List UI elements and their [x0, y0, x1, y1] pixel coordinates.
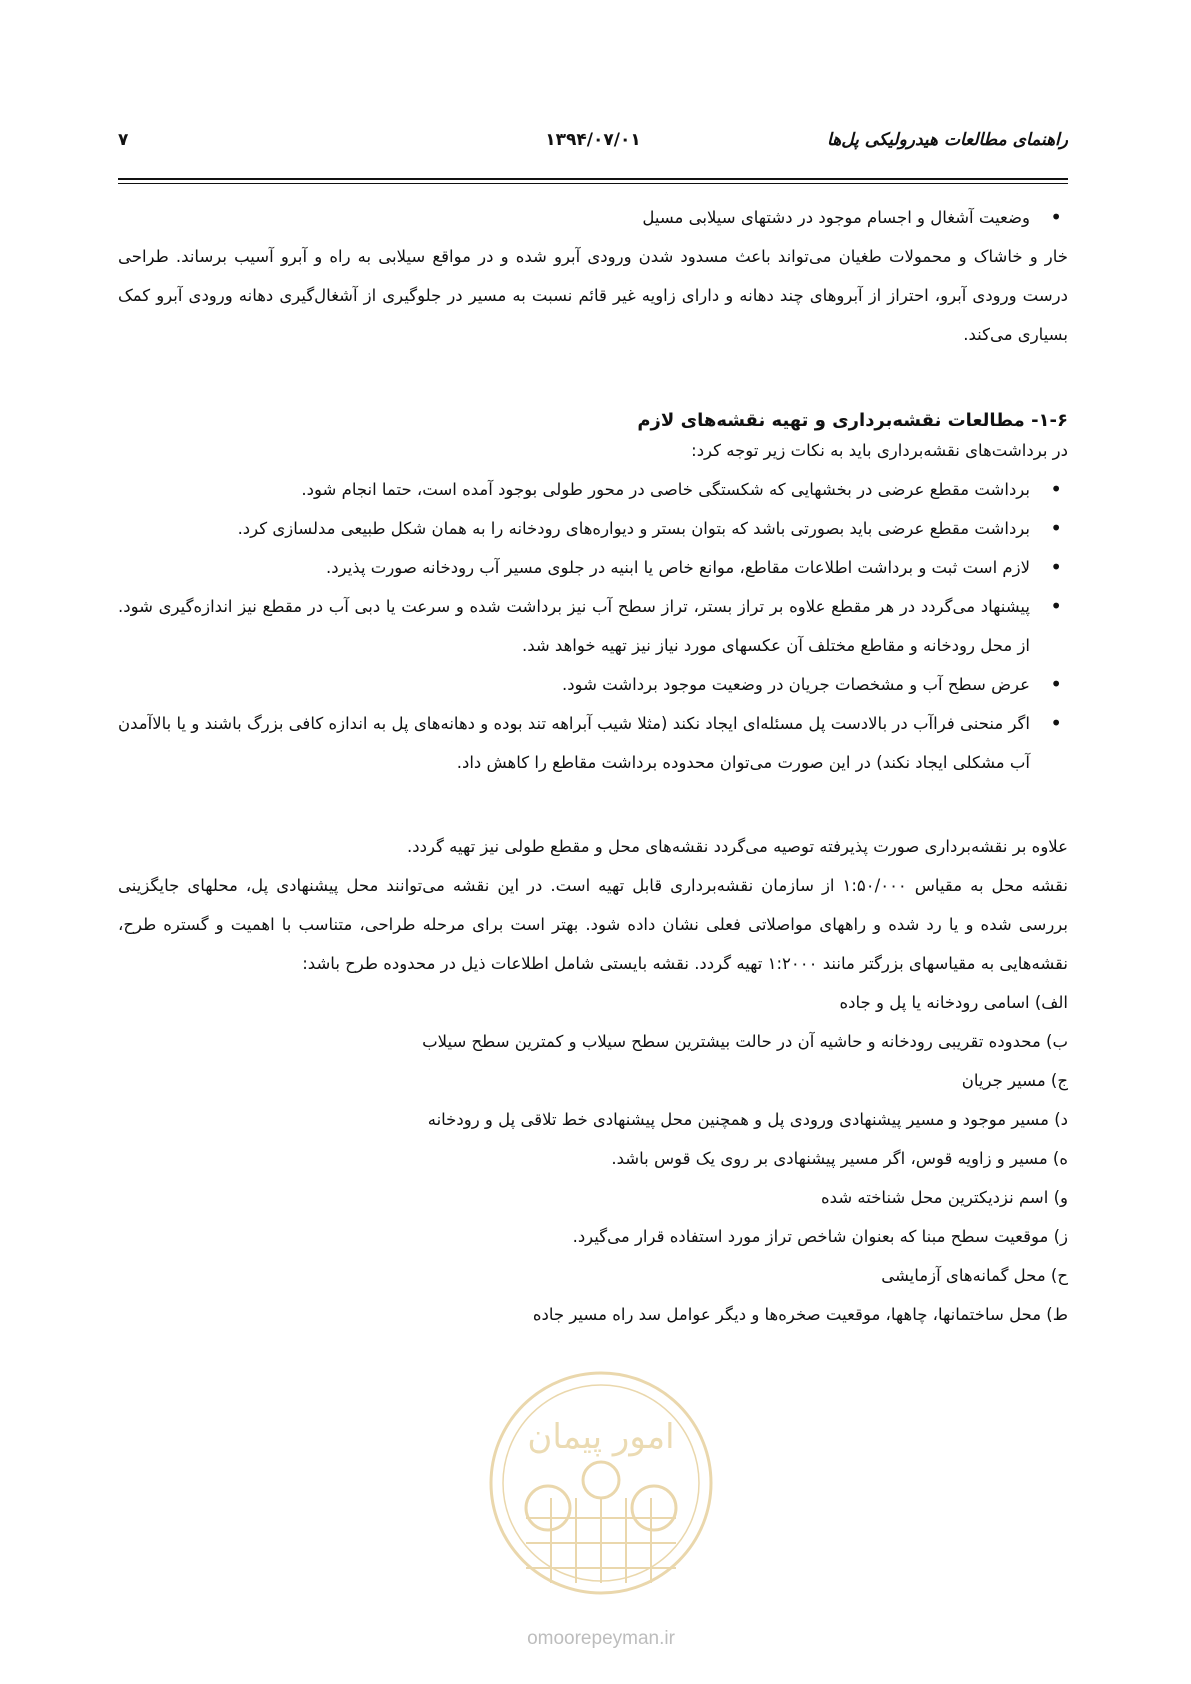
intro-block — [118, 198, 1068, 354]
list-item: ح) محل گمانه‌های آزمایشی — [881, 1266, 1068, 1285]
header-rule-thick — [118, 178, 1068, 180]
survey-bullet: • عرض سطح آب و مشخصات جریان در وضعیت موجود برداشت شود. — [118, 665, 1068, 704]
header-title: راهنمای مطالعات هیدرولیکی پل‌ها — [827, 130, 1068, 150]
survey-block — [118, 431, 1068, 782]
list-item: ه) مسیر و زاویه قوس، اگر مسیر پیشنهادی بر روی یک قوس باشد. — [611, 1149, 1068, 1168]
maps-paragraph-2: نقشه محل به مقیاس ۱:۵۰/۰۰۰ از سازمان نقشه‌برداری قابل تهیه است. در این نقشه می‌توانند محل پیشنهادی پل، محلهای جایگزینی بررسی شده و یا رد شده و راههای مواصلاتی فعلی نشان داده شود. بهتر است برای مرحله طراحی، متناسب با اهمیت و گستره طرح، نقشه‌هایی به مقیاسهای بزرگتر مانند ۱:۲۰۰۰ تهیه گردد. نقشه بایستی شامل اطلاعات ذیل در محدوده طرح باشد: — [118, 876, 1068, 973]
maps-paragraph-1: علاوه بر نقشه‌برداری صورت پذیرفته توصیه می‌گردد نقشه‌های محل و مقطع طولی نیز تهیه گردد. — [407, 837, 1068, 856]
watermark-site: omoorepeyman.ir — [527, 1628, 675, 1649]
survey-bullet: • لازم است ثبت و برداشت اطلاعات مقاطع، موانع خاص یا ابنیه در جلوی مسیر آب رودخانه صورت پذیرد. — [118, 548, 1068, 587]
list-item: ط) محل ساختمانها، چاهها، موقعیت صخره‌ها و دیگر عوامل سد راه مسیر جاده — [532, 1305, 1068, 1324]
list-item: الف) اسامی رودخانه یا پل و جاده — [839, 993, 1068, 1012]
list-item: ز) موقعیت سطح مبنا که بعنوان شاخص تراز مورد استفاده قرار می‌گیرد. — [572, 1227, 1068, 1246]
header-rule-thin — [118, 183, 1068, 184]
section-heading: ۱-۶- مطالعات نقشه‌برداری و تهیه نقشه‌های لازم — [637, 410, 1068, 431]
map-requirements-list — [118, 983, 1068, 1334]
survey-bullet: • برداشت مقطع عرضی باید بصورتی باشد که بتوان بستر و دیواره‌های رودخانه را به همان شکل طبیعی مدلسازی کرد. — [118, 509, 1068, 548]
list-item: ب) محدوده تقریبی رودخانه و حاشیه آن در حالت بیشترین سطح سیلاب و کمترین سطح سیلاب — [422, 1032, 1068, 1051]
survey-bullet: • برداشت مقطع عرضی در بخشهایی که شکستگی خاصی در محور طولی بوجود آمده است، حتما انجام شود. — [118, 470, 1068, 509]
survey-bullet: • پیشنهاد می‌گردد در هر مقطع علاوه بر تراز بستر، تراز سطح آب نیز برداشت شده و سرعت یا دبی آب در مقطع نیز اندازه‌گیری شود. از محل رودخانه و مقاطع مختلف آن عکسهای مورد نیاز نیز تهیه خواهد شد. — [118, 587, 1068, 665]
page-header — [118, 130, 1068, 158]
seal-text: امور پیمان — [527, 1417, 675, 1457]
list-item: د) مسیر موجود و مسیر پیشنهادی ورودی پل و همچنین محل پیشنهادی خط تلاقی پل و رودخانه — [427, 1110, 1068, 1129]
header-date: ۱۳۹۴/۰۷/۰۱ — [545, 130, 641, 150]
intro-bullet: • وضعیت آشغال و اجسام موجود در دشتهای سیلابی مسیل — [118, 198, 1068, 237]
survey-bullet: • اگر منحنی فراآب در بالادست پل مسئله‌ای ایجاد نکند (مثلا شیب آبراهه تند بوده و دهانه‌های پل به اندازه کافی بزرگ باشند و یا بالاآمدن آب مشکلی ایجاد نکند) در این صورت می‌توان محدوده برداشت مقاطع را کاهش داد. — [118, 704, 1068, 782]
watermark-seal-icon — [486, 1368, 716, 1598]
survey-lead: در برداشت‌های نقشه‌برداری باید به نکات زیر توجه کرد: — [691, 441, 1068, 460]
list-item: و) اسم نزدیکترین محل شناخته شده — [821, 1188, 1068, 1207]
page-number: ۷ — [118, 130, 129, 150]
list-item: ج) مسیر جریان — [961, 1071, 1068, 1090]
maps-block — [118, 827, 1068, 1334]
intro-paragraph: خار و خاشاک و محمولات طغیان می‌تواند باعث مسدود شدن ورودی آبرو شده و در مواقع سیلابی به راه و آبرو آسیب برساند. طراحی درست ورودی آبرو، احتراز از آبروهای چند دهانه و دارای زاویه غیر قائم نسبت به مسیر در جلوگیری از آشغال‌گیری دهانه ورودی آبرو کمک بسیاری می‌کند. — [118, 247, 1068, 344]
